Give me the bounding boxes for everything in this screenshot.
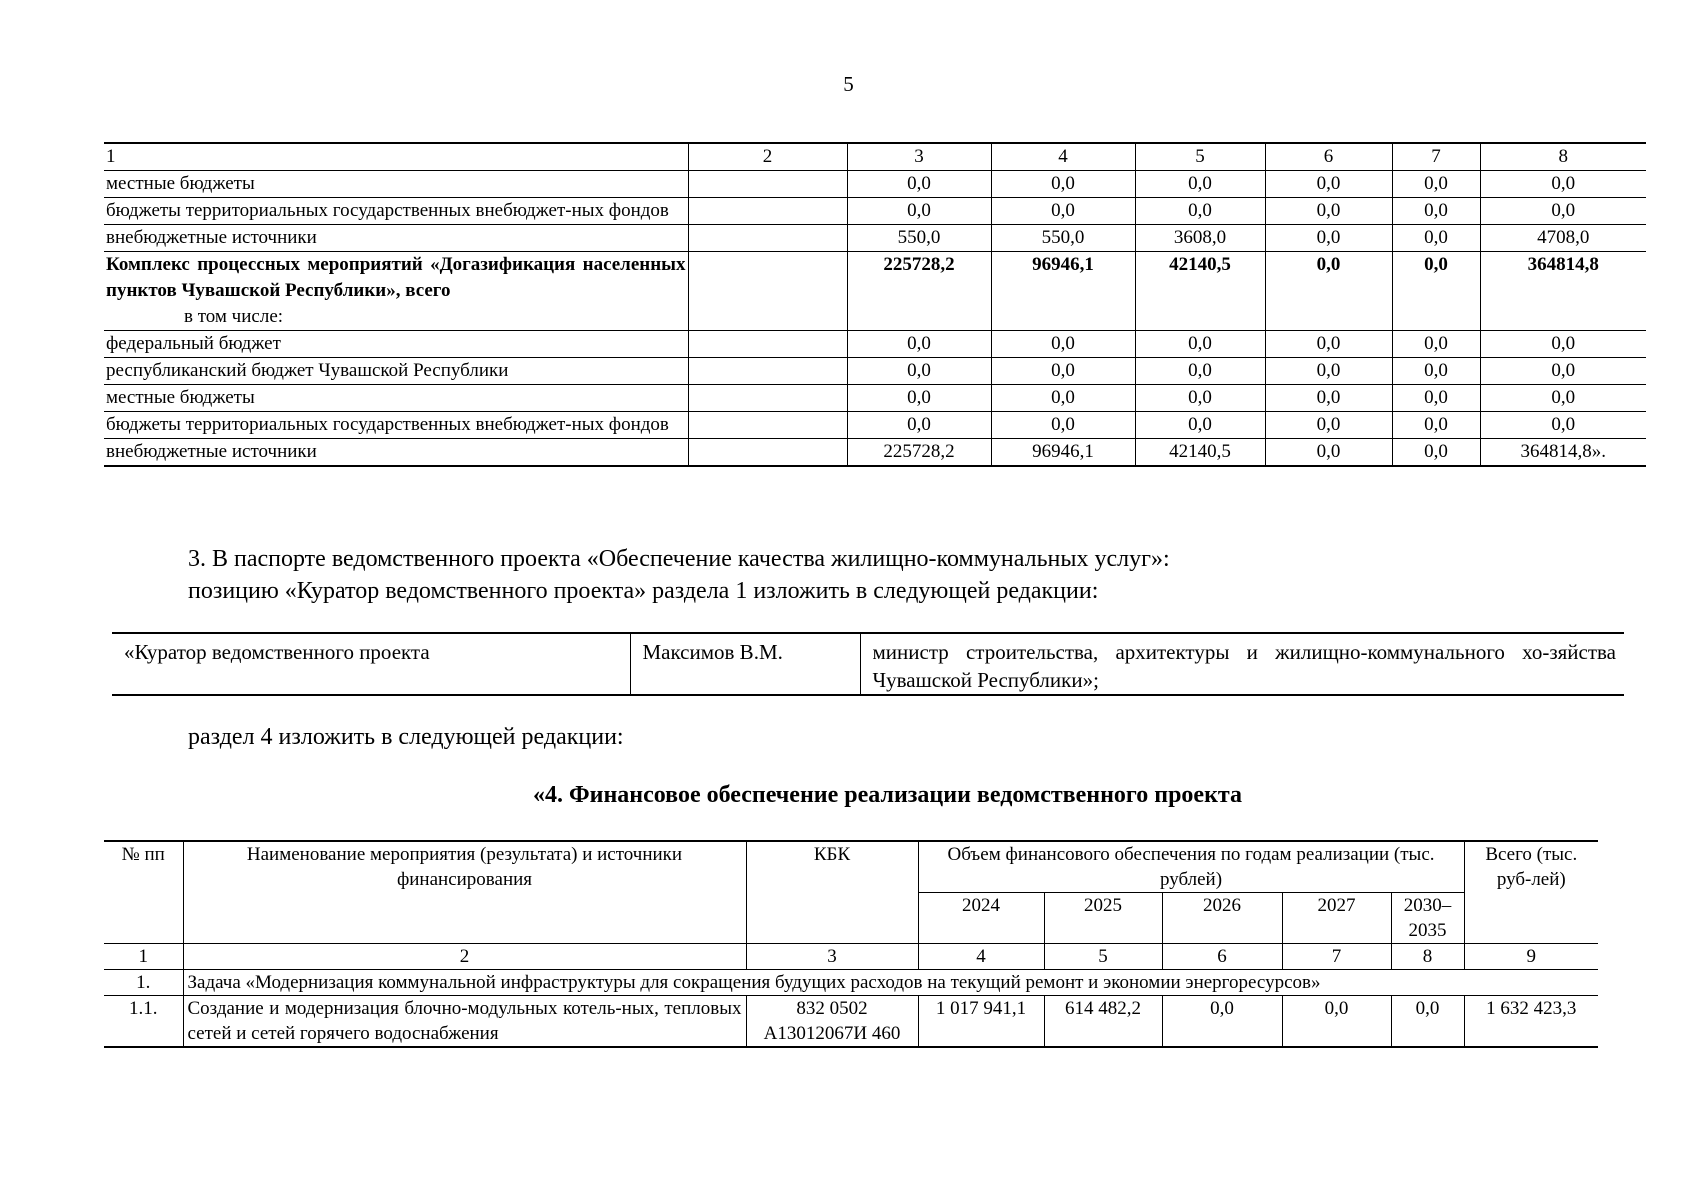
task-number: 1.: [104, 970, 183, 996]
row-label: местные бюджеты: [104, 385, 688, 412]
paragraph-item-3: 3. В паспорте ведомственного проекта «Обеспечение качества жилищно-коммунальных услуг»:: [188, 546, 1170, 572]
value-cell: 0,0: [1392, 225, 1480, 252]
value-cell: 0,0: [1135, 331, 1265, 358]
table-header-row: [104, 143, 1646, 171]
value-cell: 0,0: [1391, 996, 1464, 1048]
value-cell: 0,0: [1135, 412, 1265, 439]
value-cell: 1 017 941,1: [918, 996, 1044, 1048]
column-number: 2: [183, 944, 746, 970]
table-row: [104, 439, 1646, 467]
column-number: 3: [746, 944, 918, 970]
column-number: 6: [1162, 944, 1282, 970]
paragraph-curator-instruction: позицию «Куратор ведомственного проекта» раздела 1 изложить в следующей редакции:: [188, 578, 1099, 604]
value-cell: 0,0: [1265, 412, 1392, 439]
paragraph-section4-instruction: раздел 4 изложить в следующей редакции:: [188, 724, 624, 750]
table-row-complex-total: [104, 252, 1646, 331]
column-number: 4: [918, 944, 1044, 970]
value-cell: 225728,2: [847, 252, 991, 331]
value-cell: 550,0: [847, 225, 991, 252]
value-cell: 0,0: [1265, 171, 1392, 198]
value-cell: 0,0: [991, 198, 1135, 225]
complex-title: Комплекс процессных мероприятий «Догазификация населенных пунктов Чувашской Республики», всего: [106, 254, 686, 301]
row-kbk: 832 0502 А13012067И 460: [746, 996, 918, 1048]
table-row: [104, 225, 1646, 252]
col-number-header: № пп: [104, 841, 183, 944]
value-cell: 0,0: [1392, 412, 1480, 439]
curator-title: министр строительства, архитектуры и жилищно-коммунального хо-зяйства Чувашской Республики»;: [860, 633, 1624, 695]
value-cell: 0,0: [1392, 331, 1480, 358]
row-label: федеральный бюджет: [104, 331, 688, 358]
including-label: в том числе:: [184, 306, 284, 327]
row-label: республиканский бюджет Чувашской Республики: [104, 358, 688, 385]
value-cell: 0,0: [1392, 198, 1480, 225]
value-cell: 0,0: [1282, 996, 1391, 1048]
column-number: 8: [1391, 944, 1464, 970]
value-cell: 0,0: [1265, 385, 1392, 412]
row-label: местные бюджеты: [104, 171, 688, 198]
value-cell: 96946,1: [991, 252, 1135, 331]
value-cell: 0,0: [1265, 439, 1392, 467]
table-row: [104, 198, 1646, 225]
value-cell: 0,0: [1162, 996, 1282, 1048]
column-number: 1: [104, 944, 183, 970]
value-cell: 0,0: [1392, 252, 1480, 331]
header-cell: 6: [1265, 143, 1392, 171]
col-total-header: Всего (тыс. руб-лей): [1464, 841, 1598, 944]
column-number: 9: [1464, 944, 1598, 970]
value-cell: 42140,5: [1135, 439, 1265, 467]
value-cell: 0,0: [991, 331, 1135, 358]
curator-row: [112, 633, 1624, 695]
value-cell: 0,0: [847, 412, 991, 439]
year-header: 2026: [1162, 893, 1282, 944]
row-number: 1.1.: [104, 996, 183, 1048]
value-cell: 0,0: [1265, 252, 1392, 331]
value-cell: 0,0: [847, 385, 991, 412]
row-label: [104, 252, 688, 331]
table-row: [104, 385, 1646, 412]
year-header: 2025: [1044, 893, 1162, 944]
value-cell: 42140,5: [1135, 252, 1265, 331]
finance-numbering-row: [104, 944, 1598, 970]
value-cell: 0,0: [1265, 198, 1392, 225]
budget-table: [104, 142, 1646, 467]
value-cell: 3608,0: [1135, 225, 1265, 252]
value-cell: 0,0: [991, 385, 1135, 412]
value-cell: 0,0: [1392, 385, 1480, 412]
task-row: [104, 970, 1598, 996]
header-cell: 2: [688, 143, 847, 171]
header-cell: 8: [1480, 143, 1646, 171]
value-cell: 364814,8: [1480, 252, 1646, 331]
curator-table: [112, 632, 1624, 696]
header-cell: 4: [991, 143, 1135, 171]
page-number: 5: [843, 72, 854, 96]
table-row: [104, 996, 1598, 1048]
table-row: [104, 412, 1646, 439]
year-header: 2030–2035: [1391, 893, 1464, 944]
value-cell: 364814,8».: [1480, 439, 1646, 467]
value-cell: 0,0: [1480, 412, 1646, 439]
value-cell: 0,0: [1265, 225, 1392, 252]
value-cell: 0,0: [1480, 358, 1646, 385]
col-volume-header: Объем финансового обеспечения по годам реализации (тыс. рублей): [918, 841, 1464, 893]
value-cell: 0,0: [847, 358, 991, 385]
curator-name: Максимов В.М.: [630, 633, 860, 695]
value-cell: 0,0: [1392, 358, 1480, 385]
row-label: бюджеты территориальных государственных внебюджет-ных фондов: [104, 412, 688, 439]
header-cell: 5: [1135, 143, 1265, 171]
value-cell: 225728,2: [847, 439, 991, 467]
table-row: [104, 171, 1646, 198]
finance-table: [104, 840, 1598, 1048]
value-cell: 0,0: [1480, 385, 1646, 412]
value-cell: 0,0: [1135, 171, 1265, 198]
col-name-header: Наименование мероприятия (результата) и источники финансирования: [183, 841, 746, 944]
value-cell: 0,0: [1392, 439, 1480, 467]
table-row: [104, 331, 1646, 358]
value-cell: 0,0: [991, 171, 1135, 198]
value-cell: 0,0: [1135, 385, 1265, 412]
row-name: Создание и модернизация блочно-модульных котель-ных, тепловых сетей и сетей горячего водоснабжения: [183, 996, 746, 1048]
header-cell: 1: [104, 143, 688, 171]
value-cell: 0,0: [1480, 331, 1646, 358]
value-cell: 0,0: [847, 171, 991, 198]
row-label: бюджеты территориальных государственных внебюджет-ных фондов: [104, 198, 688, 225]
col-kbk-header: КБК: [746, 841, 918, 944]
value-cell: 0,0: [1480, 198, 1646, 225]
value-cell: 0,0: [1135, 198, 1265, 225]
value-cell: 614 482,2: [1044, 996, 1162, 1048]
finance-header-row: [104, 841, 1598, 893]
value-cell: 550,0: [991, 225, 1135, 252]
value-cell: 0,0: [1265, 358, 1392, 385]
table-row: [104, 358, 1646, 385]
value-cell: 0,0: [1480, 171, 1646, 198]
curator-position: «Куратор ведомственного проекта: [112, 633, 630, 695]
year-header: 2027: [1282, 893, 1391, 944]
task-text: Задача «Модернизация коммунальной инфраструктуры для сокращения будущих расходов на текущий ремонт и экономии энергоресурсов»: [183, 970, 1598, 996]
section-heading: «4. Финансовое обеспечение реализации ведомственного проекта: [533, 782, 1242, 808]
year-header: 2024: [918, 893, 1044, 944]
value-cell: 0,0: [991, 412, 1135, 439]
row-label: внебюджетные источники: [104, 439, 688, 467]
value-cell: 4708,0: [1480, 225, 1646, 252]
header-cell: 7: [1392, 143, 1480, 171]
column-number: 5: [1044, 944, 1162, 970]
header-cell: 3: [847, 143, 991, 171]
value-cell: 0,0: [847, 331, 991, 358]
value-cell: 0,0: [1265, 331, 1392, 358]
row-label: внебюджетные источники: [104, 225, 688, 252]
value-cell: 0,0: [991, 358, 1135, 385]
value-cell: 0,0: [847, 198, 991, 225]
row-total: 1 632 423,3: [1464, 996, 1598, 1048]
value-cell: 0,0: [1135, 358, 1265, 385]
value-cell: 96946,1: [991, 439, 1135, 467]
value-cell: 0,0: [1392, 171, 1480, 198]
column-number: 7: [1282, 944, 1391, 970]
